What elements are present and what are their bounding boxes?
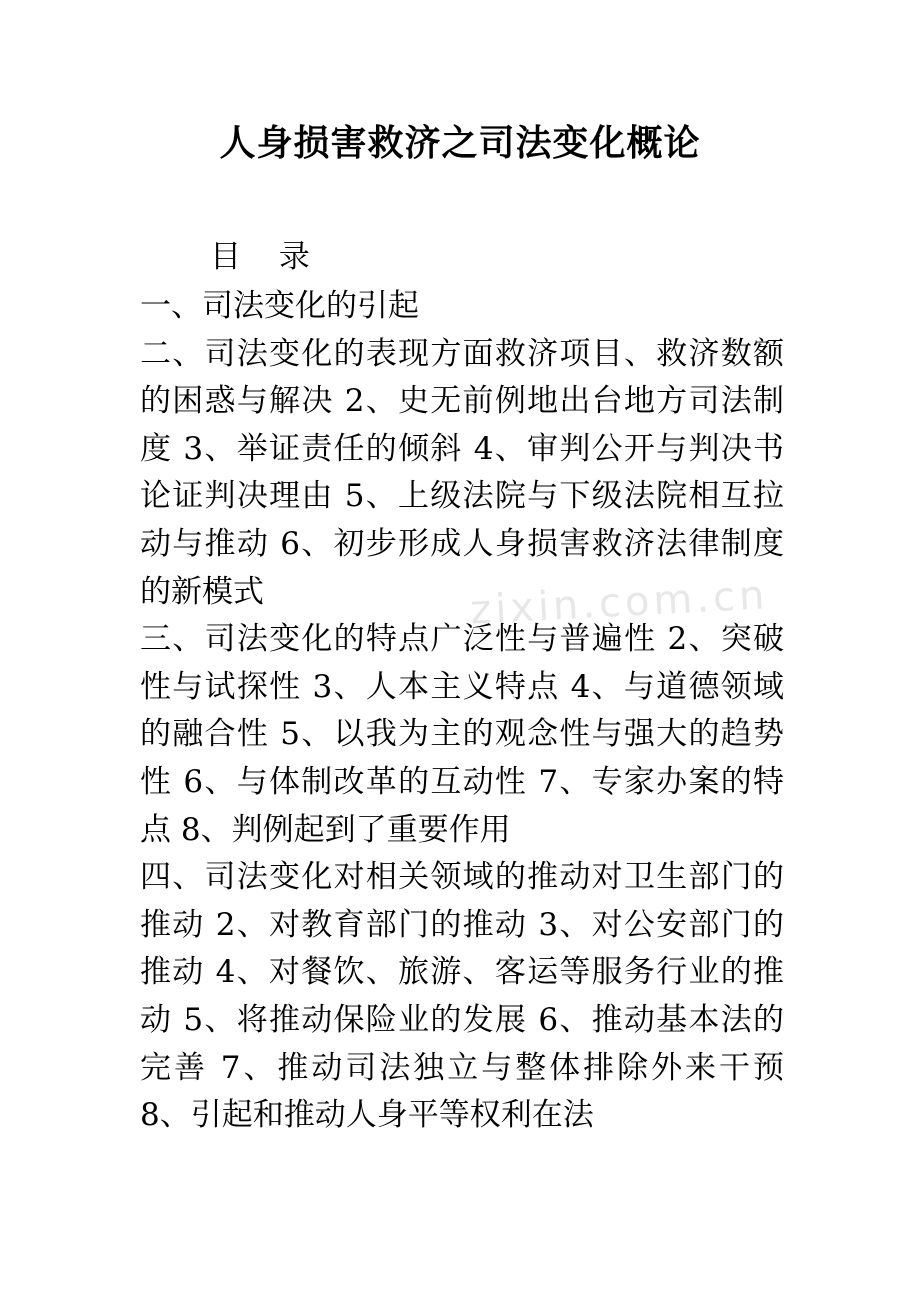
toc-section-3: 三、司法变化的特点广泛性与普遍性 2、突破性与试探性 3、人本主义特点 4、与道德领域的融合性 5、以我为主的观念性与强大的趋势性 6、与体制改革的互动性 7、专家办案的特点 8、判例起到了重要作用	[140, 621, 784, 848]
toc-section-1: 一、司法变化的引起	[140, 288, 419, 324]
toc-section-2: 二、司法变化的表现方面救济项目、救济数额的困惑与解决 2、史无前例地出台地方司法制度 3、举证责任的倾斜 4、审判公开与判决书论证判决理由 5、上级法院与下级法院相互拉动与推动 6、初步形成人身损害救济法律制度的新模式	[140, 335, 784, 610]
document-title: 人身损害救济之司法变化概论	[219, 123, 701, 164]
toc-section-4: 四、司法变化对相关领域的推动对卫生部门的推动 2、对教育部门的推动 3、对公安部门的推动 4、对餐饮、旅游、客运等服务行业的推动 5、将推动保险业的发展 6、推动基本法的完善 7、推动司法独立与整体排除外来干预 8、引起和推动人身平等权利在法	[140, 859, 784, 1134]
toc-body	[140, 283, 784, 1140]
toc-heading: 目 录	[210, 239, 324, 275]
watermark: zixin.com.cn	[469, 572, 770, 634]
